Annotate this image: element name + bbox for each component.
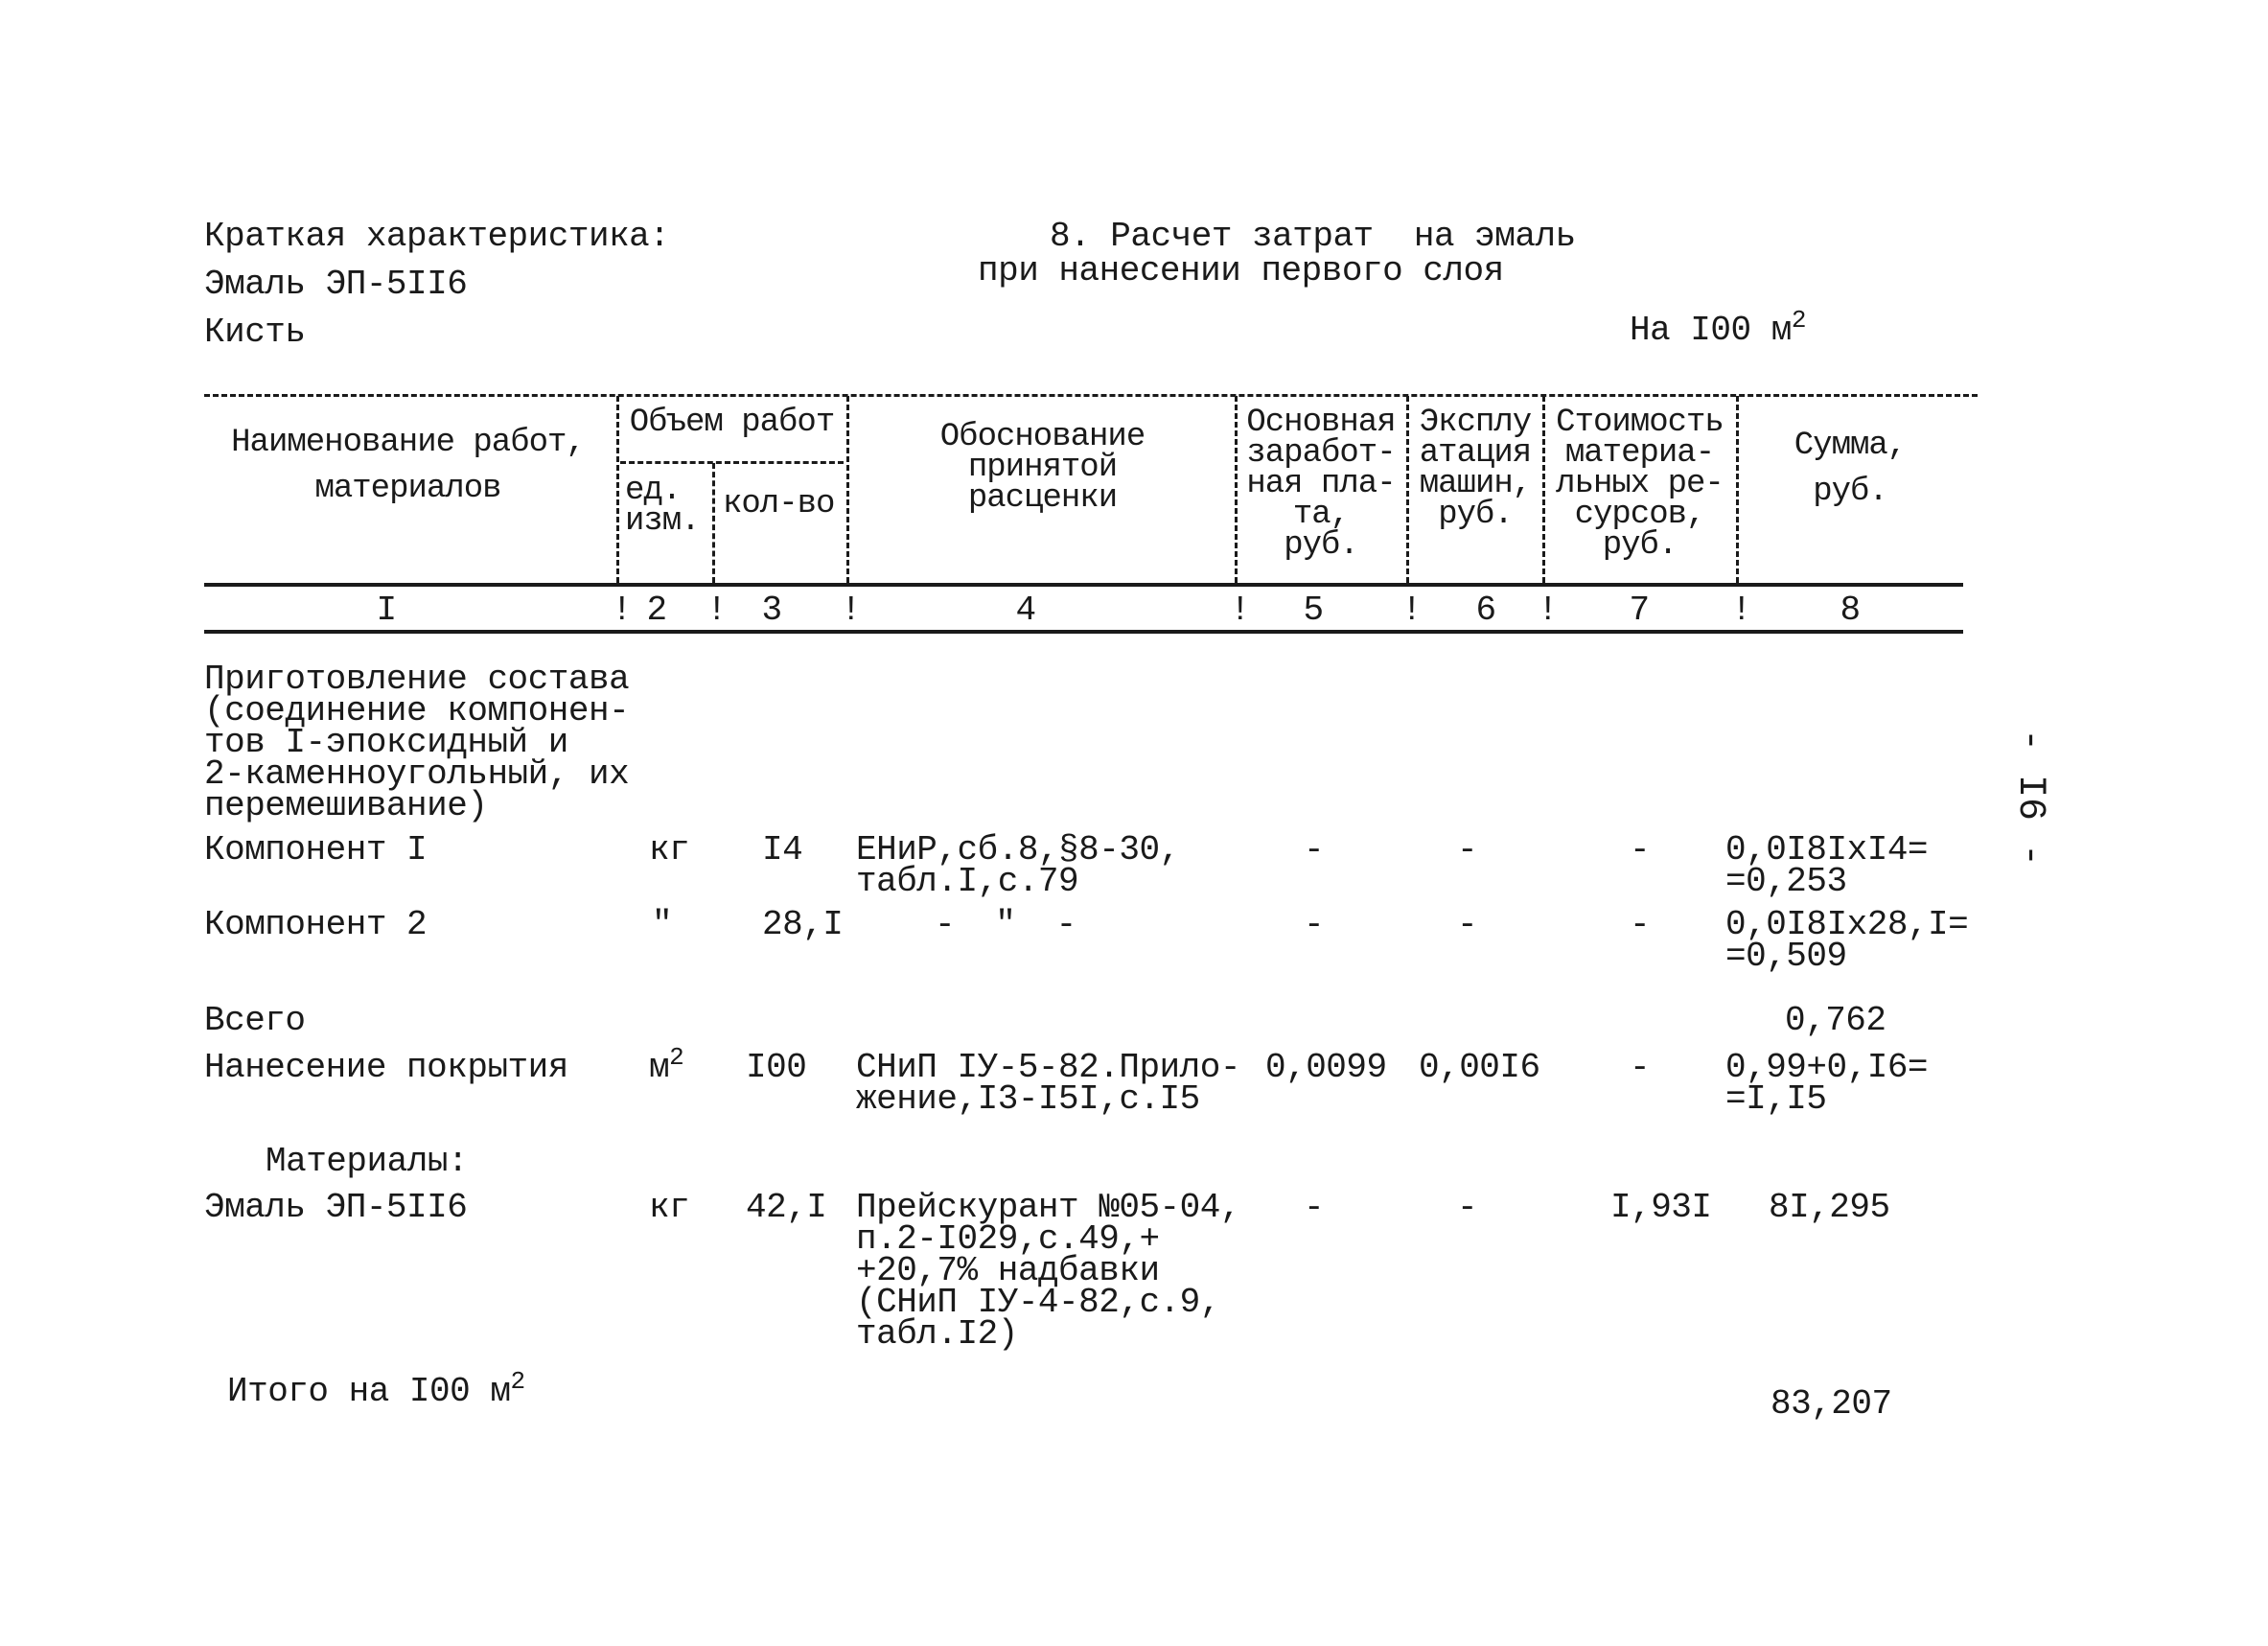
col-header-5: Основная заработ- ная пла- та, руб. — [1246, 405, 1396, 564]
group-sub-rule — [620, 461, 844, 464]
numbers-bottom-rule — [204, 630, 1963, 634]
material-name: Эмаль ЭП-5II6 — [204, 265, 468, 304]
comp2-c6: - — [1457, 905, 1478, 944]
col-sep — [1542, 396, 1545, 583]
tool-name: Кисть — [204, 313, 306, 352]
col-num-4: 4 — [1015, 591, 1036, 630]
coating-unit: $м^2$ — [649, 1043, 684, 1087]
comp2-name: Компонент 2 — [204, 905, 428, 944]
doc-title-line1: 8. Расчет затрат на эмаль — [1050, 217, 1576, 256]
col-num-sep: ! — [1731, 591, 1752, 630]
comp1-c7: - — [1630, 830, 1651, 869]
coating-name: Нанесение покрытия — [204, 1048, 568, 1087]
comp1-qty: I4 — [762, 830, 803, 869]
coating-sum: 0,99+0,I6= =I,I5 — [1725, 1048, 1929, 1119]
enamel-name: Эмаль ЭП-5II6 — [204, 1188, 468, 1227]
col-header-2: ед. изм. — [625, 473, 700, 540]
enamel-unit: кг — [649, 1188, 690, 1227]
materials-label: Материалы: — [266, 1142, 469, 1181]
char-label: Краткая характеристика: — [204, 217, 670, 256]
prep-description: Приготовление состава (соединение компонен- тов I-эпоксидный и 2-каменноугольный, их перемешивание) — [204, 660, 630, 825]
col-header-7: Стоимость материа- льных ре- сурсов, руб. — [1556, 405, 1724, 564]
col-num-sep: ! — [1401, 591, 1423, 630]
col-sep — [616, 396, 619, 583]
col-sep — [1235, 396, 1238, 583]
enamel-c5: - — [1304, 1188, 1325, 1227]
table-top-rule — [204, 394, 1978, 397]
col-header-3: кол-во — [723, 486, 835, 522]
grand-total-sum: 83,207 — [1770, 1384, 1892, 1424]
comp1-unit: кг — [649, 830, 690, 869]
coating-basis: СНиП IУ-5-82.Прило- жение,I3-I5I,с.I5 — [856, 1048, 1240, 1119]
col-sep — [1736, 396, 1739, 583]
grand-total-label: Итого на I00 $м^2$ — [227, 1367, 525, 1411]
col-num-8: 8 — [1840, 591, 1861, 630]
col-header-8: Сумма, руб. — [1794, 428, 1907, 510]
comp2-qty: 28,I — [762, 905, 844, 944]
enamel-qty: 42,I — [746, 1188, 827, 1227]
comp2-sum: 0,0I8Ix28,I= =0,509 — [1725, 905, 1969, 976]
col-header-1: Наименование работ, материалов — [231, 425, 585, 507]
comp1-basis: ЕНиР,сб.8,§8-30, табл.I,с.79 — [856, 830, 1180, 901]
comp1-name: Компонент I — [204, 830, 428, 869]
col-num-sep: ! — [1230, 591, 1251, 630]
col-header-6: Эксплу атация машин, руб. — [1419, 405, 1532, 533]
col-sep — [846, 396, 849, 583]
col-header-4: Обоснование принятой расценки — [939, 419, 1146, 517]
header-bottom-rule — [204, 583, 1963, 587]
col-num-5: 5 — [1303, 591, 1324, 630]
comp2-basis: - " - — [935, 905, 1076, 944]
comp1-c5: - — [1304, 830, 1325, 869]
coating-c6: 0,00I6 — [1419, 1048, 1540, 1087]
total-sum: 0,762 — [1785, 1001, 1886, 1040]
col-num-2: 2 — [646, 591, 667, 630]
col-sep — [1406, 396, 1409, 583]
per-unit-label: На I00 $м^2$ — [1630, 306, 1806, 350]
coating-c5: 0,0099 — [1265, 1048, 1387, 1087]
col-num-3: 3 — [761, 591, 782, 630]
coating-c7: - — [1630, 1048, 1651, 1087]
doc-title-line2: при нанесении первого слоя — [978, 251, 1504, 290]
total-label: Всего — [204, 1001, 306, 1040]
page-number: - I6 - — [2008, 729, 2051, 868]
coating-qty: I00 — [746, 1048, 807, 1087]
col-num-6: 6 — [1475, 591, 1496, 630]
comp1-c6: - — [1457, 830, 1478, 869]
enamel-basis: Прейскурант №05-04, п.2-I029,с.49,+ +20,7% надбавки (СНиП IУ-4-82,с.9, табл.I2) — [856, 1188, 1240, 1354]
col-num-7: 7 — [1629, 591, 1650, 630]
col-num-sep: ! — [706, 591, 728, 630]
col-sep — [712, 463, 715, 583]
col-num-sep: ! — [612, 591, 633, 630]
enamel-c7: I,93I — [1610, 1188, 1712, 1227]
comp2-unit: " — [652, 905, 673, 944]
comp1-sum: 0,0I8IxI4= =0,253 — [1725, 830, 1929, 901]
enamel-c6: - — [1457, 1188, 1478, 1227]
comp2-c5: - — [1304, 905, 1325, 944]
col-num-1: I — [376, 591, 397, 630]
col-num-sep: ! — [841, 591, 862, 630]
enamel-sum: 8I,295 — [1769, 1188, 1890, 1227]
comp2-c7: - — [1630, 905, 1651, 944]
col-num-sep: ! — [1538, 591, 1559, 630]
col-group-header: Объем работ — [629, 405, 835, 441]
